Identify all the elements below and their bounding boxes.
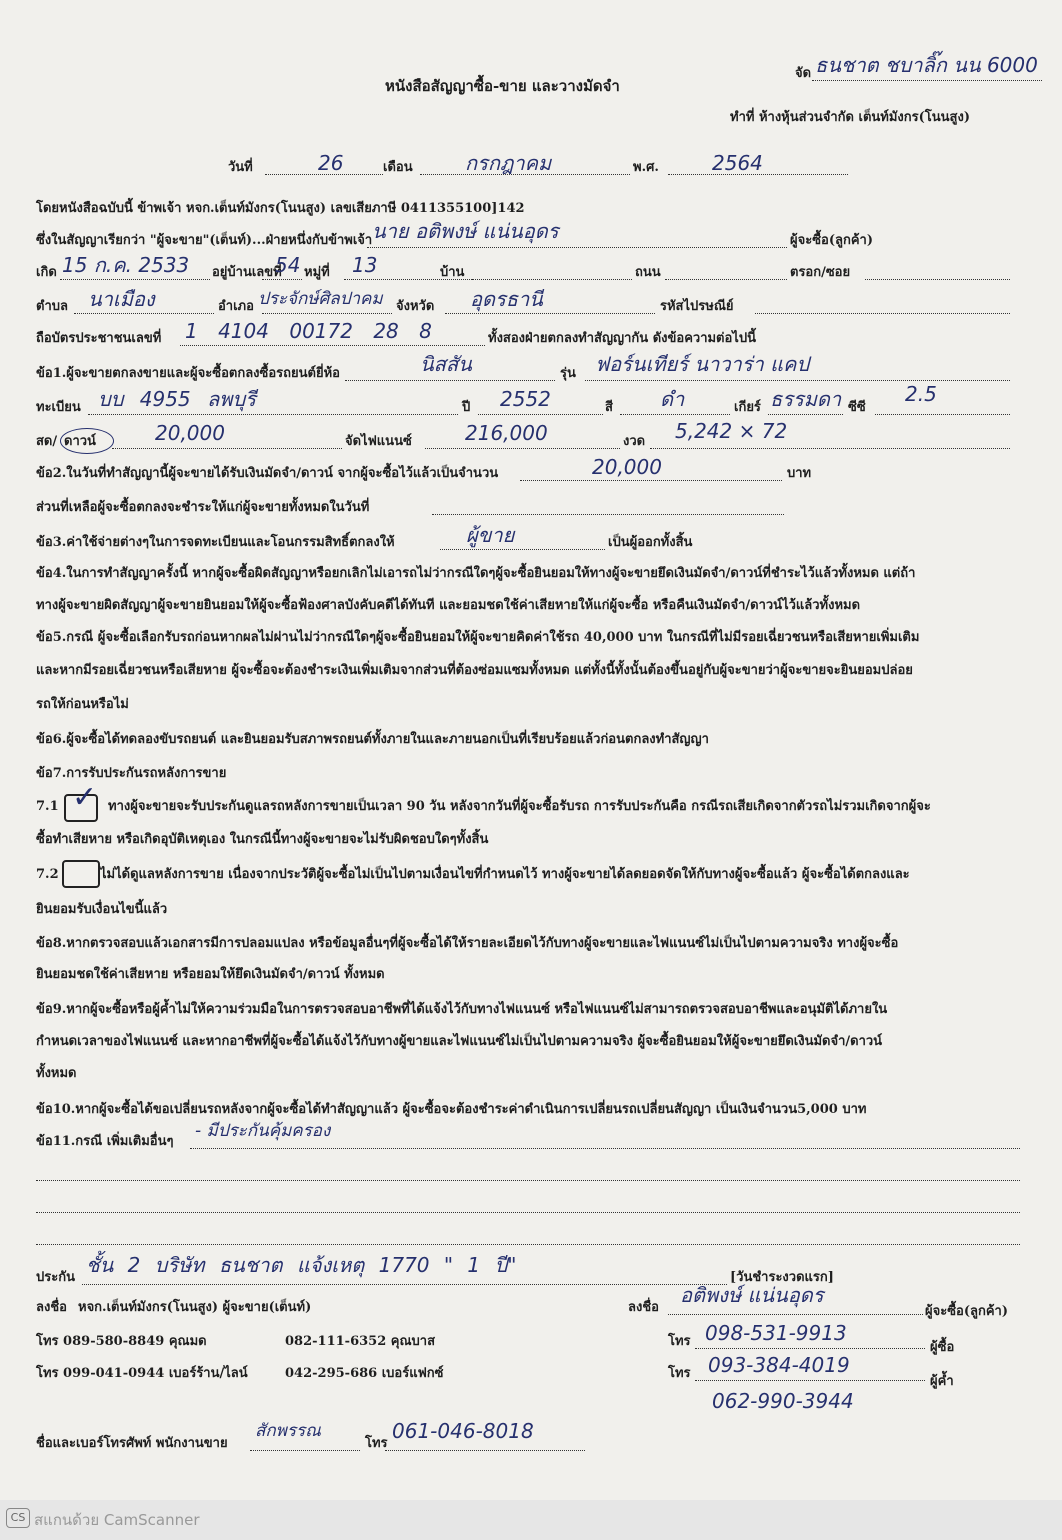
buyer-tel2-underline <box>695 1380 925 1381</box>
down-prefix: สด/ <box>36 434 58 449</box>
blank-line <box>36 1180 1020 1181</box>
camscanner-text: สแกนด้วย CamScanner <box>34 1511 200 1529</box>
car-color: ดำ <box>660 387 685 411</box>
salesperson-label: ชื่อและเบอร์โทรศัพท์ พนักงานขาย <box>36 1436 228 1451</box>
year-label: พ.ศ. <box>633 160 659 175</box>
down-value: 20,000 <box>155 421 225 445</box>
clause9-line: ข้อ9.หากผู้จะซื้อหรือผู้ค้ำไม่ให้ความร่วมมือในการตรวจสอบอาชีพที่ได้แจ้งไว้กับทางไฟแนนซ์ หรือไฟแนนซ์ไม่สามารถตรวจสอบอาชีพและอนุมัติได้ภายใน <box>36 1002 888 1017</box>
road-label: ถนน <box>635 265 661 280</box>
gear-label: เกียร์ <box>734 400 761 415</box>
alley-underline <box>865 279 1010 280</box>
clause3-party: ผู้ขาย <box>466 523 515 547</box>
option71-line2: ซื้อทำเสียหาย หรือเกิดอุบัติเหตุเอง ในกรณีนี้ทางผู้จะขายจะไม่รับผิดชอบใดๆทั้งสิ้น <box>36 832 489 847</box>
buyer-tel2-role: ผู้ค้ำ <box>930 1374 954 1389</box>
salesperson-tel: 061-046-8018 <box>392 1419 534 1443</box>
insurance-value: ชั้น 2 บริษัท ธนชาต แจ้งเหตุ 1770 " 1 ปี" <box>86 1253 517 1277</box>
district-underline <box>262 313 392 314</box>
reg-label: ทะเบียน <box>36 400 81 415</box>
shop-tel3: โทร 099-041-0944 เบอร์ร้าน/ไลน์ <box>36 1366 248 1381</box>
buyer-name: นาย อติพงษ์ แน่นอุดร <box>372 219 559 243</box>
clause3-underline <box>440 549 605 550</box>
postal-underline <box>755 313 1010 314</box>
clause9-line: ทั้งหมด <box>36 1066 77 1081</box>
seller-name: หจก.เต็นท์มังกร(โนนสูง) ผู้จะขาย(เต็นท์) <box>78 1300 312 1315</box>
house-no: 54 <box>275 253 301 277</box>
option72-line2: ยินยอมรับเงื่อนไขนี้แล้ว <box>36 902 168 917</box>
guarantor-tel-label: โทร <box>668 1366 691 1381</box>
alley-label: ตรอก/ซอย <box>790 265 851 280</box>
year-label-car: ปี <box>462 400 471 415</box>
finance-underline <box>425 448 620 449</box>
buyer-sign-underline <box>668 1314 923 1315</box>
month-value: กรกฎาคม <box>465 151 552 175</box>
clause3-label: ข้อ3.ค่าใช้จ่ายต่างๆในการจดทะเบียนและโอนกรรมสิทธิ์ตกลงให้ <box>36 535 395 550</box>
clause4-line: ทางผู้จะขายผิดสัญญาผู้จะขายยินยอมให้ผู้จะซื้อฟ้องศาลบังคับคดีได้ทันที และยอมชดใช้ค่าเสียหายให้แก่ผู้จะซื้อ หรือคืนเงินมัดจำ/ดาวน์ไว้แล้วทั้งหมด <box>36 598 861 613</box>
clause5-line: และหากมีรอยเฉี่ยวชนหรือเสียหาย ผู้จะซื้อจะต้องชำระเงินเพิ่มเติมจากส่วนที่ต้องซ่อมแซมทั้งหมด แต่ทั้งนี้ทั้งนั้นต้องขึ้นอยู่กับผู้จะขายว่าผู้จะขายจะยินยอมปล่อย <box>36 663 913 678</box>
model-label: รุ่น <box>560 366 576 381</box>
clause2-underline <box>520 480 782 481</box>
village-label: บ้าน <box>440 265 465 280</box>
color-underline <box>620 414 730 415</box>
clause9-line: กำหนดเวลาของไฟแนนซ์ และหากอาชีพที่ผู้จะซื้อได้แจ้งไว้กับทางผู้ขายและไฟแนนซ์ไม่เป็นไปตามความจริง ผู้จะซื้อยินยอมให้ผู้จะขายยึดเงินมัดจำ/ดาวน์ <box>36 1034 883 1049</box>
insurance-underline <box>82 1284 727 1285</box>
buyer-underline <box>367 247 787 248</box>
intro-line2b: ผู้จะซื้อ(ลูกค้า) <box>790 233 873 248</box>
buyer-sign-label: ลงชื่อ <box>628 1300 659 1315</box>
blank-line <box>36 1244 1020 1245</box>
buyer-tel1-role: ผู้ซื้อ <box>930 1340 955 1355</box>
clause8-line: ยินยอมชดใช้ค่าเสียหาย หรือยอมให้ยึดเงินมัดจำ/ดาวน์ ทั้งหมด <box>36 967 385 982</box>
district-value: ประจักษ์ศิลปาคม <box>258 289 383 309</box>
installment-label: งวด <box>623 434 646 449</box>
seller-sign-label: ลงชื่อ <box>36 1300 67 1315</box>
clause11-value: - มีประกันคุ้มครอง <box>195 1121 331 1141</box>
birth-label: เกิด <box>36 265 57 280</box>
shop-tel2: 082-111-6352 คุณบาส <box>285 1334 436 1349</box>
day-value: 26 <box>318 151 344 175</box>
clause10: ข้อ10.หากผู้จะซื้อได้ขอเปลี่ยนรถหลังจากผู้จะซื้อได้ทำสัญญาแล้ว ผู้จะซื้อจะต้องชำระค่าดำเนินการเปลี่ยนรถเปลี่ยนสัญญา เป็นเงินจำนวน5,000 บาท <box>36 1102 867 1117</box>
house-label: อยู่บ้านเลขที่ <box>212 265 282 280</box>
village-underline <box>472 279 632 280</box>
car-reg: บบ 4955 ลพบุรี <box>98 387 256 411</box>
birth-underline <box>60 279 210 280</box>
clause8-line: ข้อ8.หากตรวจสอบแล้วเอกสารมีการปลอมแปลง หรือข้อมูลอื่นๆที่ผู้จะซื้อได้ให้รายละเอียดไว้กับทางผู้จะขายและไฟแนนซ์ไม่เป็นไปตามความจริง ทางผู้จะซื้อ <box>36 936 899 951</box>
clause11-label: ข้อ11.กรณี เพิ่มเติมอื่นๆ <box>36 1134 174 1149</box>
option71-line1: ทางผู้จะขายจะรับประกันดูแลรถหลังการขายเป็นเวลา 90 วัน หลังจากวันที่ผู้จะซื้อรับรถ การรับประกันคือ กรณีรถเสียเกิดจากตัวรถไม่รวมเกิดจากผู้จะ <box>108 799 931 814</box>
clause3-tail: เป็นผู้ออกทั้งสิ้น <box>608 535 693 550</box>
document-title: หนังสือสัญญาซื้อ-ขาย และวางมัดจำ <box>385 77 620 95</box>
birth-value: 15 ก.ค. 2533 <box>62 253 190 277</box>
finance-label: จัดไฟแนนซ์ <box>345 434 412 449</box>
car-model: ฟอร์นเทียร์ นาวาร่า แคป <box>595 352 810 376</box>
clause1-label: ข้อ1.ผู้จะขายตกลงขายและผู้จะซื้อตกลงซื้อรถยนต์ยี่ห้อ <box>36 366 340 381</box>
buyer-tel2: 093-384-4019 <box>708 1353 850 1377</box>
shop-tel1: โทร 089-580-8849 คุณมด <box>36 1334 207 1349</box>
clause2-unit: บาท <box>787 466 812 481</box>
intro-line2a: ซึ่งในสัญญาเรียกว่า "ผู้จะขาย"(เต็นท์)...ฝ่ายหนึ่งกับข้าพเจ้า <box>36 233 373 248</box>
shop-tel4: 042-295-686 เบอร์แฟกซ์ <box>285 1366 444 1381</box>
ref-underline <box>812 80 1042 81</box>
clause5-line: ข้อ5.กรณี ผู้จะซื้อเลือกรับรถก่อนหากผลไม่ผ่านไม่ว่ากรณีใดๆผู้จะซื้อยินยอมให้ผู้จะขายคิดค่าใช้รถ 40,000 บาท ในกรณีที่ไม่มีรอยเฉี่ยวชนหรือเสียหายเพิ่มเติม <box>36 630 920 645</box>
option71-checkmark: ✓ <box>72 780 98 815</box>
day-label: วันที่ <box>228 160 253 175</box>
camscanner-logo: CS <box>6 1508 30 1528</box>
buyer-tel3: 062-990-3944 <box>712 1389 854 1413</box>
clause11-underline <box>190 1148 1020 1149</box>
province-underline <box>445 313 655 314</box>
clause6: ข้อ6.ผู้จะซื้อได้ทดลองขับรถยนต์ และยินยอมรับสภาพรถยนต์ทั้งภายในและภายนอกเป็นที่เรียบร้อยแล้วก่อนตกลงทำสัญญา <box>36 732 709 747</box>
down-underline <box>112 448 342 449</box>
clause5-line: รถให้ก่อนหรือไม่ <box>36 697 129 712</box>
clause2-amount: 20,000 <box>592 455 662 479</box>
salesperson-name-underline <box>250 1450 360 1451</box>
car-gear: ธรรมดา <box>770 387 842 411</box>
month-label: เดือน <box>383 160 413 175</box>
clause7-title: ข้อ7.การรับประกันรถหลังการขาย <box>36 766 227 781</box>
down-label: ดาวน์ <box>64 434 96 449</box>
moo-value: 13 <box>352 253 378 277</box>
buyer-tel1: 098-531-9913 <box>705 1321 847 1345</box>
color-label: สี <box>605 400 613 415</box>
buyer-tel1-underline <box>695 1348 925 1349</box>
house-underline <box>262 279 302 280</box>
cc-underline <box>875 414 1010 415</box>
province-value: อุดรธานี <box>470 287 543 311</box>
option72-num: 7.2 <box>36 867 59 882</box>
salesperson-name: สักพรรณ <box>255 1421 321 1441</box>
cc-label: ซีซี <box>848 400 866 415</box>
car-brand: นิสสัน <box>420 352 472 376</box>
year-value: 2564 <box>712 151 763 175</box>
option72-line1: ไม่ได้ดูแลหลังการขาย เนื่องจากประวัติผู้จะซื้อไม่เป็นไปตามเงื่อนไขที่กำหนดไว้ ทางผู้จะขายได้ลดยอดจัดให้กับทางผู้จะซื้อแล้ว ผู้จะซื้อได้ตกลงและ <box>100 867 910 882</box>
gear-underline <box>768 414 843 415</box>
blank-line <box>36 1212 1020 1213</box>
subdistrict-label: ตำบล <box>36 299 68 314</box>
subdistrict-underline <box>74 313 214 314</box>
clause2-date-underline <box>432 514 784 515</box>
id-tail: ทั้งสองฝ่ายตกลงทำสัญญากัน ดังข้อความต่อไปนี้ <box>488 331 756 346</box>
id-value: 1 4104 00172 28 8 <box>185 319 432 343</box>
buyer-role: ผู้จะซื้อ(ลูกค้า) <box>925 1304 1008 1319</box>
option71-num: 7.1 <box>36 799 59 814</box>
subdistrict-value: นาเมือง <box>88 287 155 311</box>
option72-checkbox[interactable] <box>62 860 100 888</box>
clause4-line: ข้อ4.ในการทำสัญญาครั้งนี้ หากผู้จะซื้อผิดสัญญาหรือยกเลิกไม่เอารถไม่ว่ากรณีใดๆผู้จะซื้อยินยอมให้ทางผู้จะขายยึดเงินมัดจำ/ดาวน์ที่ชำระไว้แล้วทั้งหมด แต่ถ้า <box>36 566 916 581</box>
first-pay-label: [วันชำระงวดแรก] <box>730 1270 834 1285</box>
clause2-line1: ข้อ2.ในวันที่ทำสัญญานี้ผู้จะขายได้รับเงินมัดจำ/ดาวน์ จากผู้จะซื้อไว้แล้วเป็นจำนวน <box>36 466 499 481</box>
brand-underline <box>345 380 555 381</box>
ref-label: จัด <box>795 66 812 81</box>
insurance-label: ประกัน <box>36 1270 75 1285</box>
contract-place: ทำที่ ห้างหุ้นส่วนจำกัด เต็นท์มังกร(โนนสูง) <box>730 110 970 125</box>
caryear-underline <box>478 414 603 415</box>
road-underline <box>665 279 787 280</box>
car-year: 2552 <box>500 387 551 411</box>
installment-value: 5,242 × 72 <box>675 419 788 443</box>
car-cc: 2.5 <box>905 382 937 406</box>
postal-label: รหัสไปรษณีย์ <box>660 299 734 314</box>
finance-value: 216,000 <box>465 421 548 445</box>
salesperson-tel-label: โทร <box>365 1436 388 1451</box>
id-underline <box>180 345 485 346</box>
buyer-signature: อติพงษ์ แน่นอุดร <box>680 1283 824 1307</box>
clause2-line2: ส่วนที่เหลือผู้จะซื้อตกลงจะชำระให้แก่ผู้จะขายทั้งหมดในวันที่ <box>36 500 370 515</box>
reg-underline <box>88 414 458 415</box>
installment-underline <box>650 448 1010 449</box>
intro-line1: โดยหนังสือฉบับนี้ ข้าพเจ้า หจก.เต็นท์มังกร(โนนสูง) เลขเสียภาษี 0411355100]142 <box>36 201 525 216</box>
province-label: จังหวัด <box>396 299 435 314</box>
ref-handwritten: ธนชาต ชบาลิ๊ก นน 6000 <box>815 53 1038 77</box>
moo-label: หมู่ที่ <box>304 265 330 280</box>
buyer-tel-label: โทร <box>668 1334 691 1349</box>
district-label: อำเภอ <box>218 299 254 314</box>
model-underline <box>585 380 1010 381</box>
salesperson-tel-underline <box>385 1450 585 1451</box>
id-label: ถือบัตรประชาชนเลขที่ <box>36 331 162 346</box>
